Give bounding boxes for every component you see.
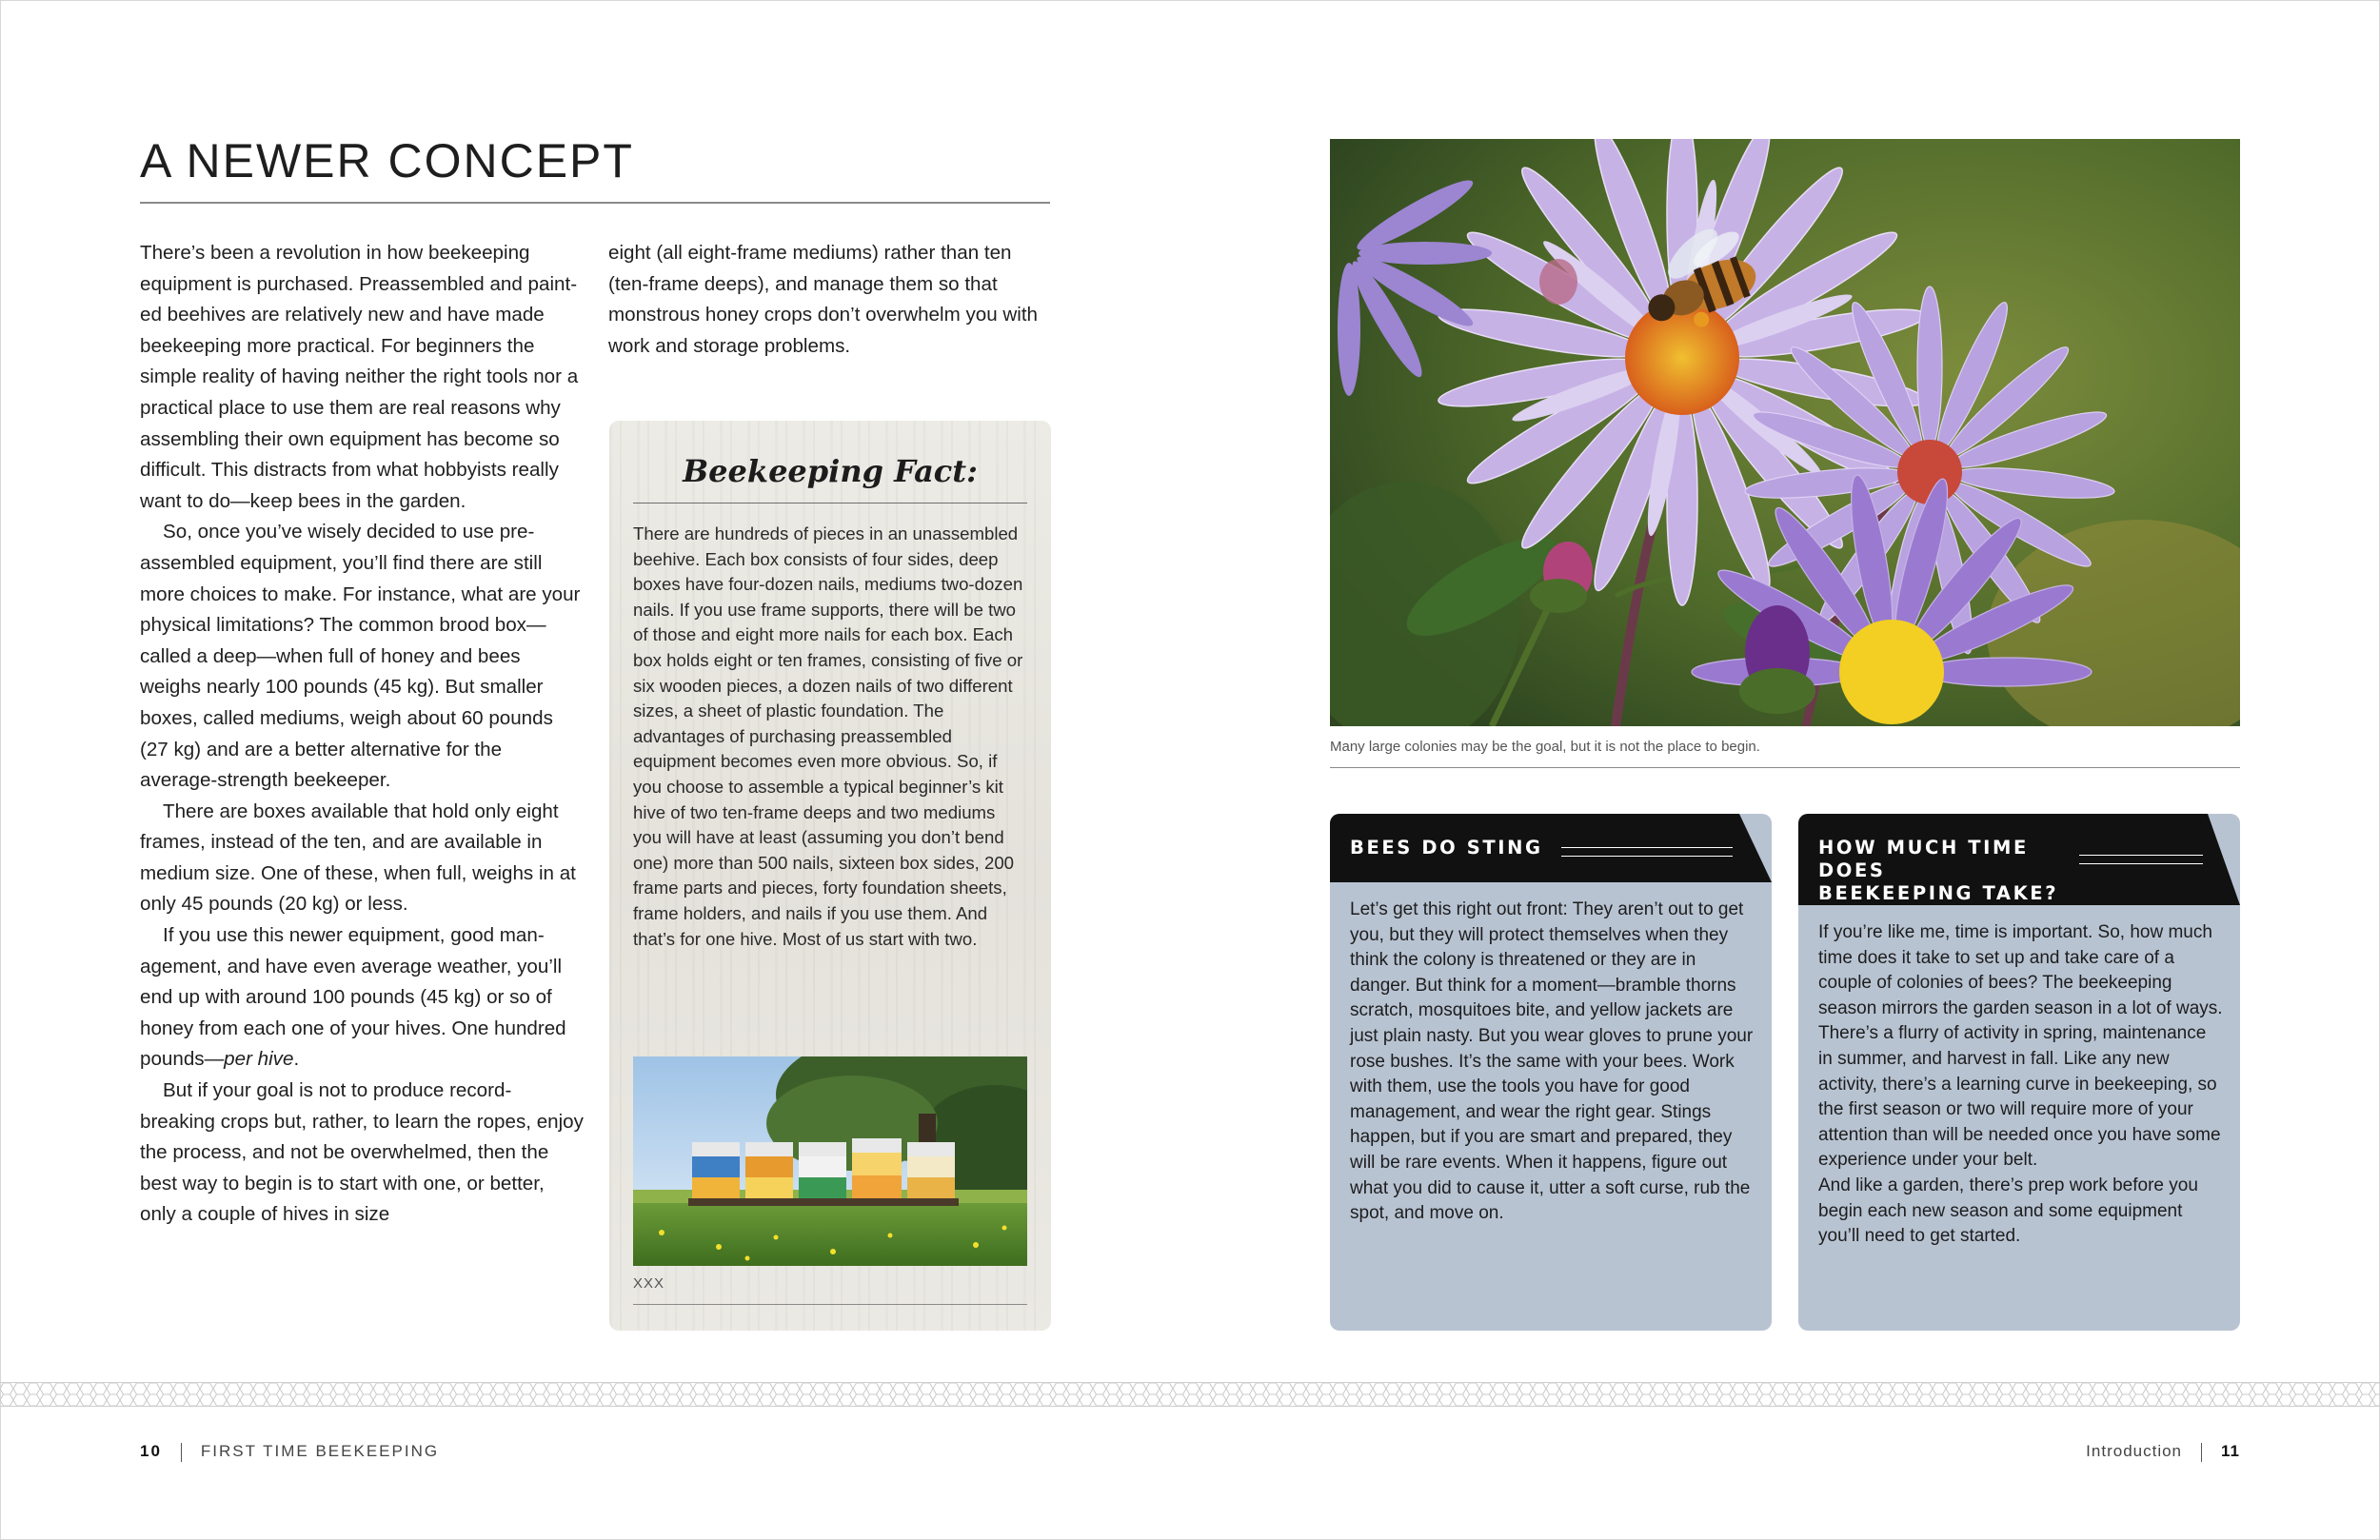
aster-bee-photo	[1330, 139, 2240, 726]
paragraph-2: So, once you’ve wisely decided to use preassembled equipment, you’ll find there are still more choices to make. For instance, what are your physical limitations? The common brood box—called a deep—when full of honey and bees weighs nearly 100 pounds (45 kg). But smaller boxes, called mediums, weigh about 60 pounds (27 kg) and are a better alternative for the average-strength beekeeper.	[140, 521, 581, 792]
running-head-left: FIRST TIME BEEKEEPING	[200, 1442, 440, 1460]
aster-bee-illustration	[1330, 139, 2240, 726]
paragraph-4-emphasis: per hive	[224, 1048, 294, 1071]
sidebar-title: BEES DO STING	[1350, 837, 1543, 859]
page-title: A NEWER CONCEPT	[140, 134, 634, 188]
hive-photo-caption: XXX	[633, 1275, 665, 1292]
sidebar-text-part-2: And like a garden, there’s prep work before you begin each new season and some equipment you’ll need to get started.	[1818, 1175, 2198, 1247]
body-column-1	[140, 238, 585, 1231]
beehives-photo	[633, 1056, 1027, 1266]
sidebar-title	[1818, 837, 2104, 905]
sidebar-title-line-1: HOW MUCH TIME DOES	[1818, 837, 2029, 881]
page-number-left: 10	[140, 1442, 162, 1460]
sidebar-text	[1818, 920, 2223, 1250]
running-head-right: Introduction	[2086, 1442, 2183, 1460]
sidebar-text: Let’s get this right out front: They aren’t out to get you, but they will protect themselves when they think the colony is threatened or they are in danger. But think for a moment—bramble thorns scratch, mosquitoes bite, and yellow jackets are just plain nasty. But you wear gloves to prune your rose bushes. It’s the same with your bees. Work with them, use the tools you have for good management, and wear the right gear. Stings happen, but if you are smart and prepared, they will be rare events. When it happens, figure out what you did to cause it, utter a soft curse, rub the spot, and move on.	[1350, 899, 1754, 1224]
footer-right	[2086, 1442, 2240, 1462]
paragraph-1: There’s been a revolution in how beekeeping equipment is purchased. Preassembled and painted beehives are relatively new and have made beekeeping more practical. For beginners the simple reality of having neither the right tools nor a practical place to use them are real reasons why assembling their own equipment has become so difficult. This distracts from what hobbyists really want to do—keep bees in the garden.	[140, 242, 579, 512]
aster-caption-rule	[1330, 767, 2240, 768]
fact-box-title: Beekeeping Fact:	[683, 453, 978, 489]
paragraph-3: There are boxes available that hold only eight frames, instead of the ten, and are available in medium size. One of these, when full, weighs in at only 45 pounds (20 kg) or less.	[140, 800, 576, 916]
paragraph-5: But if your goal is not to produce record-breaking crops but, rather, to learn the ropes, enjoy the process, and not be overwhelmed, then the best way to begin is to start with one, or better, only a couple of hives in size	[140, 1079, 584, 1226]
sidebar-title-lines	[1561, 847, 1733, 857]
title-rule	[140, 202, 1050, 204]
footer-left	[140, 1442, 439, 1462]
paragraph-4	[140, 920, 585, 1076]
paragraph-4-end: .	[293, 1048, 300, 1071]
paragraph-4-text: If you use this newer equipment, good management, and have even average weather, you’ll end up with around 100 pounds (45 kg) or so of honey from each one of your hives. One hundred pounds—	[140, 924, 566, 1071]
footer-separator	[2201, 1443, 2202, 1462]
sidebar-text-part-1: If you’re like me, time is important. So, how much time does it take to set up and take care of a couple of colonies of bees? The beekeeping season mirrors the garden season in a lot of ways. There’s a flurry of activity in spring, maintenance in summer, and harvest in fall. Like any new activity, there’s a learning curve in beekeeping, so the first season or two will require more of your attention than will be needed once you have some experience under your belt.	[1818, 922, 2223, 1171]
footer-separator	[181, 1443, 182, 1462]
sidebar-header	[1798, 814, 2240, 905]
sidebar-title-lines	[2079, 855, 2203, 864]
sidebar-header	[1330, 814, 1772, 882]
paragraph-continued: eight (all eight-frame mediums) rather than ten (ten-frame deeps), and manage them so that monstrous honey crops don’t overwhelm you with work and storage problems.	[608, 242, 1038, 357]
honeycomb-pattern	[0, 1383, 2380, 1406]
hive-caption-rule	[633, 1304, 1027, 1305]
honeycomb-band	[0, 1382, 2380, 1407]
beehives-illustration	[633, 1056, 1027, 1266]
sidebar-bees-do-sting	[1330, 814, 1772, 1331]
aster-photo-caption: Many large colonies may be the goal, but it is not the place to begin.	[1330, 739, 1760, 755]
body-column-2	[608, 238, 1053, 362]
page-number-right: 11	[2221, 1442, 2240, 1460]
sidebar-how-much-time	[1798, 814, 2240, 1331]
fact-box-text: There are hundreds of pieces in an unassembled beehive. Each box consists of four sides, deep boxes have four-dozen nails, mediums two-dozen nails. If you use frame supports, there will be two of those and eight more nails for each box. Each box holds eight or ten frames, consisting of five or six wooden pieces, a dozen nails of two different sizes, a sheet of plastic foundation. The advantages of purchasing preassembled equipment becomes even more obvious. So, if you choose to assemble a typical beginner’s kit hive of two ten-frame deeps and two mediums you will have at least (assuming you don’t bend one) more than 500 nails, sixteen box sides, 200 frame parts and pieces, forty foundation sheets, frame holders, and nails if you use them. And that’s for one hive. Most of us start with two.	[633, 523, 1023, 949]
beekeeping-fact-box	[609, 421, 1051, 1331]
sidebar-title-line-2: BEEKEEPING TAKE?	[1818, 882, 2059, 904]
